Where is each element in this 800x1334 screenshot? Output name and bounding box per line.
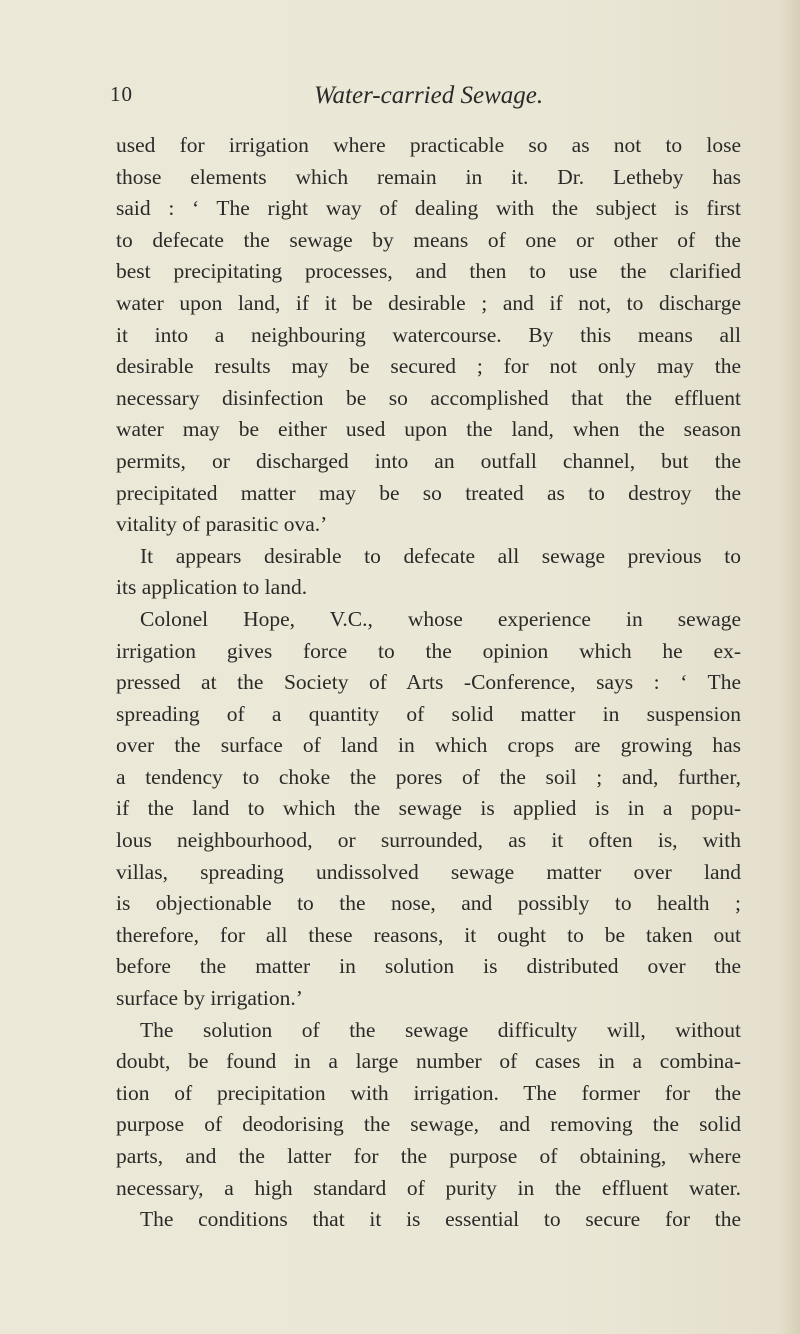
text-line: is objectionable to the nose, and possibly to health ;	[116, 891, 741, 916]
text-line: surface by irrigation.’	[116, 986, 303, 1011]
text-line: irrigation gives force to the opinion which he ex-	[116, 638, 741, 663]
text-line: best precipitating processes, and then to use the clarified	[116, 259, 741, 284]
page-header	[0, 82, 800, 122]
text-line: said : ‘ The right way of dealing with the subject is first	[116, 196, 741, 221]
text-line: purpose of deodorising the sewage, and removing the solid	[116, 1112, 741, 1137]
text-line: The solution of the sewage difficulty will, without	[140, 1017, 741, 1042]
text-line: parts, and the latter for the purpose of obtaining, where	[116, 1144, 741, 1168]
text-line: The conditions that it is essential to secure for the	[140, 1207, 741, 1232]
text-line: It appears desirable to defecate all sewage previous to	[140, 543, 741, 568]
text-line: lous neighbourhood, or surrounded, as it often is, with	[116, 828, 741, 853]
text-line: doubt, be found in a large number of cases in a combina-	[116, 1049, 741, 1074]
running-head: Water-carried Sewage.	[314, 82, 544, 109]
body-text	[116, 130, 741, 1236]
text-line: to defecate the sewage by means of one or other of the	[116, 227, 741, 252]
text-line: it into a neighbouring watercourse. By this means all	[116, 322, 741, 347]
text-line: therefore, for all these reasons, it ought to be taken out	[116, 922, 741, 947]
text-line: water upon land, if it be desirable ; and if not, to discharge	[116, 290, 741, 315]
text-line: water may be either used upon the land, when the season	[116, 417, 741, 442]
text-line: necessary disinfection be so accomplished that the effluent	[116, 385, 741, 410]
text-line: used for irrigation where practicable so as not to lose	[116, 133, 741, 157]
text-line: Colonel Hope, V.C., whose experience in sewage	[140, 606, 741, 631]
text-line: spreading of a quantity of solid matter in suspension	[116, 701, 741, 726]
text-line: permits, or discharged into an outfall channel, but the	[116, 448, 741, 473]
page-edge-shadow	[778, 0, 800, 1334]
text-line: precipitated matter may be so treated as to destroy the	[116, 480, 741, 505]
page-number: 10	[110, 82, 133, 106]
text-line: before the matter in solution is distributed over the	[116, 954, 741, 979]
text-line: if the land to which the sewage is applied is in a popu-	[116, 796, 741, 821]
text-line: vitality of parasitic ova.’	[116, 512, 328, 537]
text-line: its application to land.	[116, 575, 308, 600]
text-line: tion of precipitation with irrigation. The former for the	[116, 1080, 741, 1105]
text-line: pressed at the Society of Arts -Conference, says : ‘ The	[116, 670, 741, 695]
text-line: those elements which remain in it. Dr. Letheby has	[116, 164, 741, 189]
text-line: a tendency to choke the pores of the soil ; and, further,	[116, 764, 741, 789]
text-line: necessary, a high standard of purity in the effluent water.	[116, 1175, 741, 1200]
text-line: villas, spreading undissolved sewage matter over land	[116, 859, 741, 884]
text-line: desirable results may be secured ; for not only may the	[116, 354, 741, 379]
text-line: over the surface of land in which crops are growing has	[116, 733, 741, 758]
